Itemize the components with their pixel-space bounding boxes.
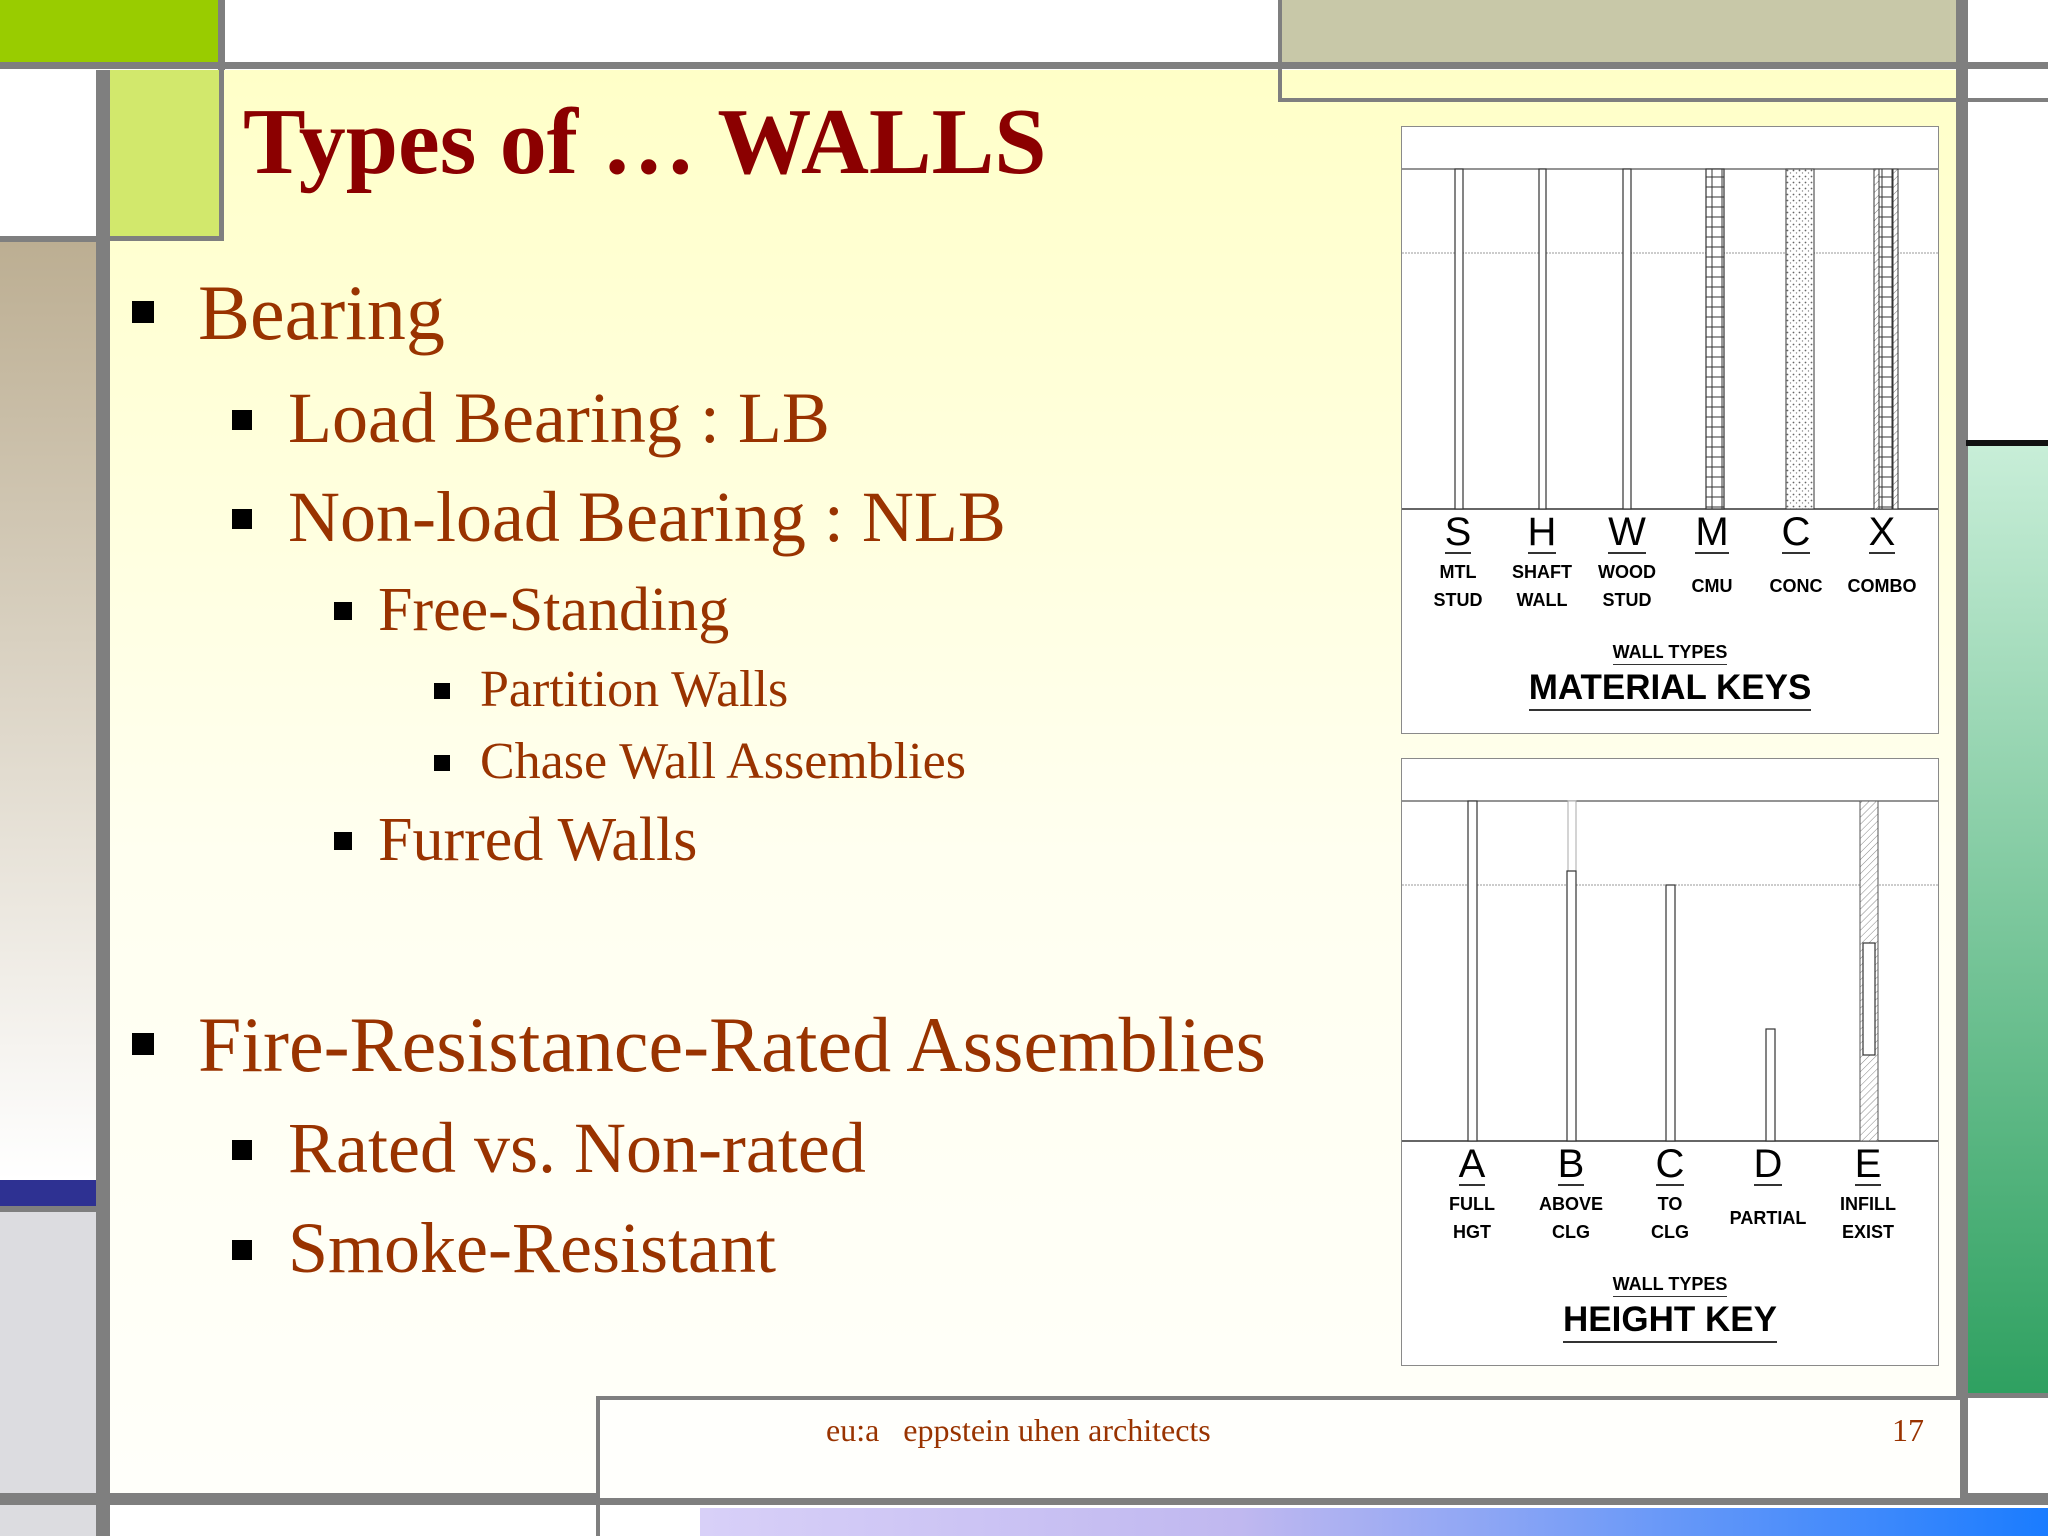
bullet-marker [232,1140,252,1160]
frame-line [110,236,224,241]
frame-line [1956,0,1968,1500]
material-type-w [1595,512,1659,614]
type-label-line1: SHAFT [1512,562,1572,582]
material-type-h [1510,512,1574,614]
slide-title: Types of … WALLS [243,90,1047,194]
bullet-non-load-bearing: Non-load Bearing : NLB [288,477,1006,557]
frame-line [218,0,225,70]
type-label-line2: STUD [1602,590,1652,610]
wall-b-mark [1567,871,1576,1141]
material-key-caption: WALL TYPES [1613,640,1728,665]
frame-line [0,1206,96,1212]
bullet-partition-walls: Partition Walls [480,661,789,718]
type-letter: B [1557,1142,1585,1186]
type-label-line2: WALL [1516,590,1568,610]
material-key-title: MATERIAL KEYS [1529,667,1812,711]
height-key-title: HEIGHT KEY [1563,1299,1777,1343]
type-letter: C [1781,510,1811,554]
material-key-caption-block [1401,640,1939,711]
frame-line-dark [1966,440,2048,446]
type-label-line1: ABOVE [1538,1194,1603,1214]
type-label-line2: HGT [1453,1222,1491,1242]
height-type-e [1830,1144,1906,1246]
bullet-marker [132,1033,154,1055]
type-letter: A [1458,1142,1486,1186]
material-type-c [1764,512,1828,600]
height-type-d [1724,1144,1812,1232]
decor-right-green [1966,444,2048,1398]
bullet-marker [434,755,450,771]
height-key-caption: WALL TYPES [1613,1272,1728,1297]
type-letter: S [1444,510,1472,554]
type-label-line1: WOOD [1598,562,1656,582]
type-letter: D [1753,1142,1783,1186]
type-label-line2: STUD [1433,590,1483,610]
type-letter: H [1527,510,1557,554]
bullet-fire-rated: Fire-Resistance-Rated Assemblies [198,1001,1266,1088]
wall-a-mark [1468,801,1477,1141]
type-label-line1: FULL [1449,1194,1495,1214]
footer-firm-name: eu:a eppstein uhen architects [826,1412,1211,1448]
type-letter: M [1695,510,1729,554]
type-label-line1: CONC [1769,576,1823,596]
wall-c-mark [1666,885,1675,1141]
wall-h-mark [1539,169,1546,509]
wall-d-mark [1766,1029,1775,1141]
bullet-bearing: Bearing [198,269,445,356]
footer-box [598,1398,1960,1498]
decor-left-gradient [0,240,96,1180]
bullet-marker [232,1240,252,1260]
frame-line [1278,0,1282,102]
type-label-line1: COMBO [1847,576,1917,596]
type-label-line2: CLG [1651,1222,1689,1242]
decor-title-green [110,70,220,238]
decor-left-grey [0,1210,96,1536]
type-letter: W [1608,510,1646,554]
type-letter: C [1655,1142,1685,1186]
material-type-m [1680,512,1744,600]
height-type-a [1440,1144,1504,1246]
material-type-s [1426,512,1490,614]
wall-e-infill-mark [1863,943,1875,1055]
type-letter: E [1854,1142,1882,1186]
wall-c-mark [1786,169,1814,509]
type-label-line1: INFILL [1840,1194,1896,1214]
type-label-line1: PARTIAL [1729,1208,1807,1228]
wall-w-mark [1623,169,1631,509]
bullet-chase-wall: Chase Wall Assemblies [480,733,966,790]
wall-b-upper-mark [1568,801,1576,871]
bullet-smoke: Smoke-Resistant [288,1208,776,1288]
height-key-caption-block [1401,1272,1939,1343]
wall-m-mark [1706,169,1724,509]
frame-line [596,1396,1960,1400]
bullet-furred-walls: Furred Walls [378,806,698,874]
bullet-marker [232,509,252,529]
frame-line [1966,1393,2048,1398]
bullet-marker [334,602,352,620]
frame-line [219,70,224,240]
type-label-line1: CMU [1691,576,1733,596]
type-label-line2: CLG [1552,1222,1590,1242]
footer-page-number: 17 [1892,1412,1924,1448]
bullet-marker [132,301,154,323]
bullet-marker [434,683,450,699]
frame-line [1278,98,2048,102]
type-letter: X [1868,510,1896,554]
frame-line [0,62,2048,69]
decor-green-block [0,0,222,64]
bullet-marker [334,832,352,850]
type-label-line2: EXIST [1841,1222,1894,1242]
frame-line [96,70,110,1536]
frame-line [596,1396,600,1536]
frame-line [0,236,96,242]
wall-x-core [1879,169,1893,509]
decor-khaki-block [1280,0,1960,64]
bullet-load-bearing: Load Bearing : LB [288,378,830,458]
height-type-b [1534,1144,1608,1246]
height-type-c [1638,1144,1702,1246]
type-label-line1: MTL [1439,562,1477,582]
bullet-marker [232,410,252,430]
material-type-x [1842,512,1922,600]
decor-bottom-gradient [700,1508,2048,1536]
bullet-free-standing: Free-Standing [378,576,730,644]
bullet-rated-vs: Rated vs. Non-rated [288,1108,866,1188]
wall-s-mark [1455,169,1463,509]
type-label-line1: TO [1657,1194,1683,1214]
